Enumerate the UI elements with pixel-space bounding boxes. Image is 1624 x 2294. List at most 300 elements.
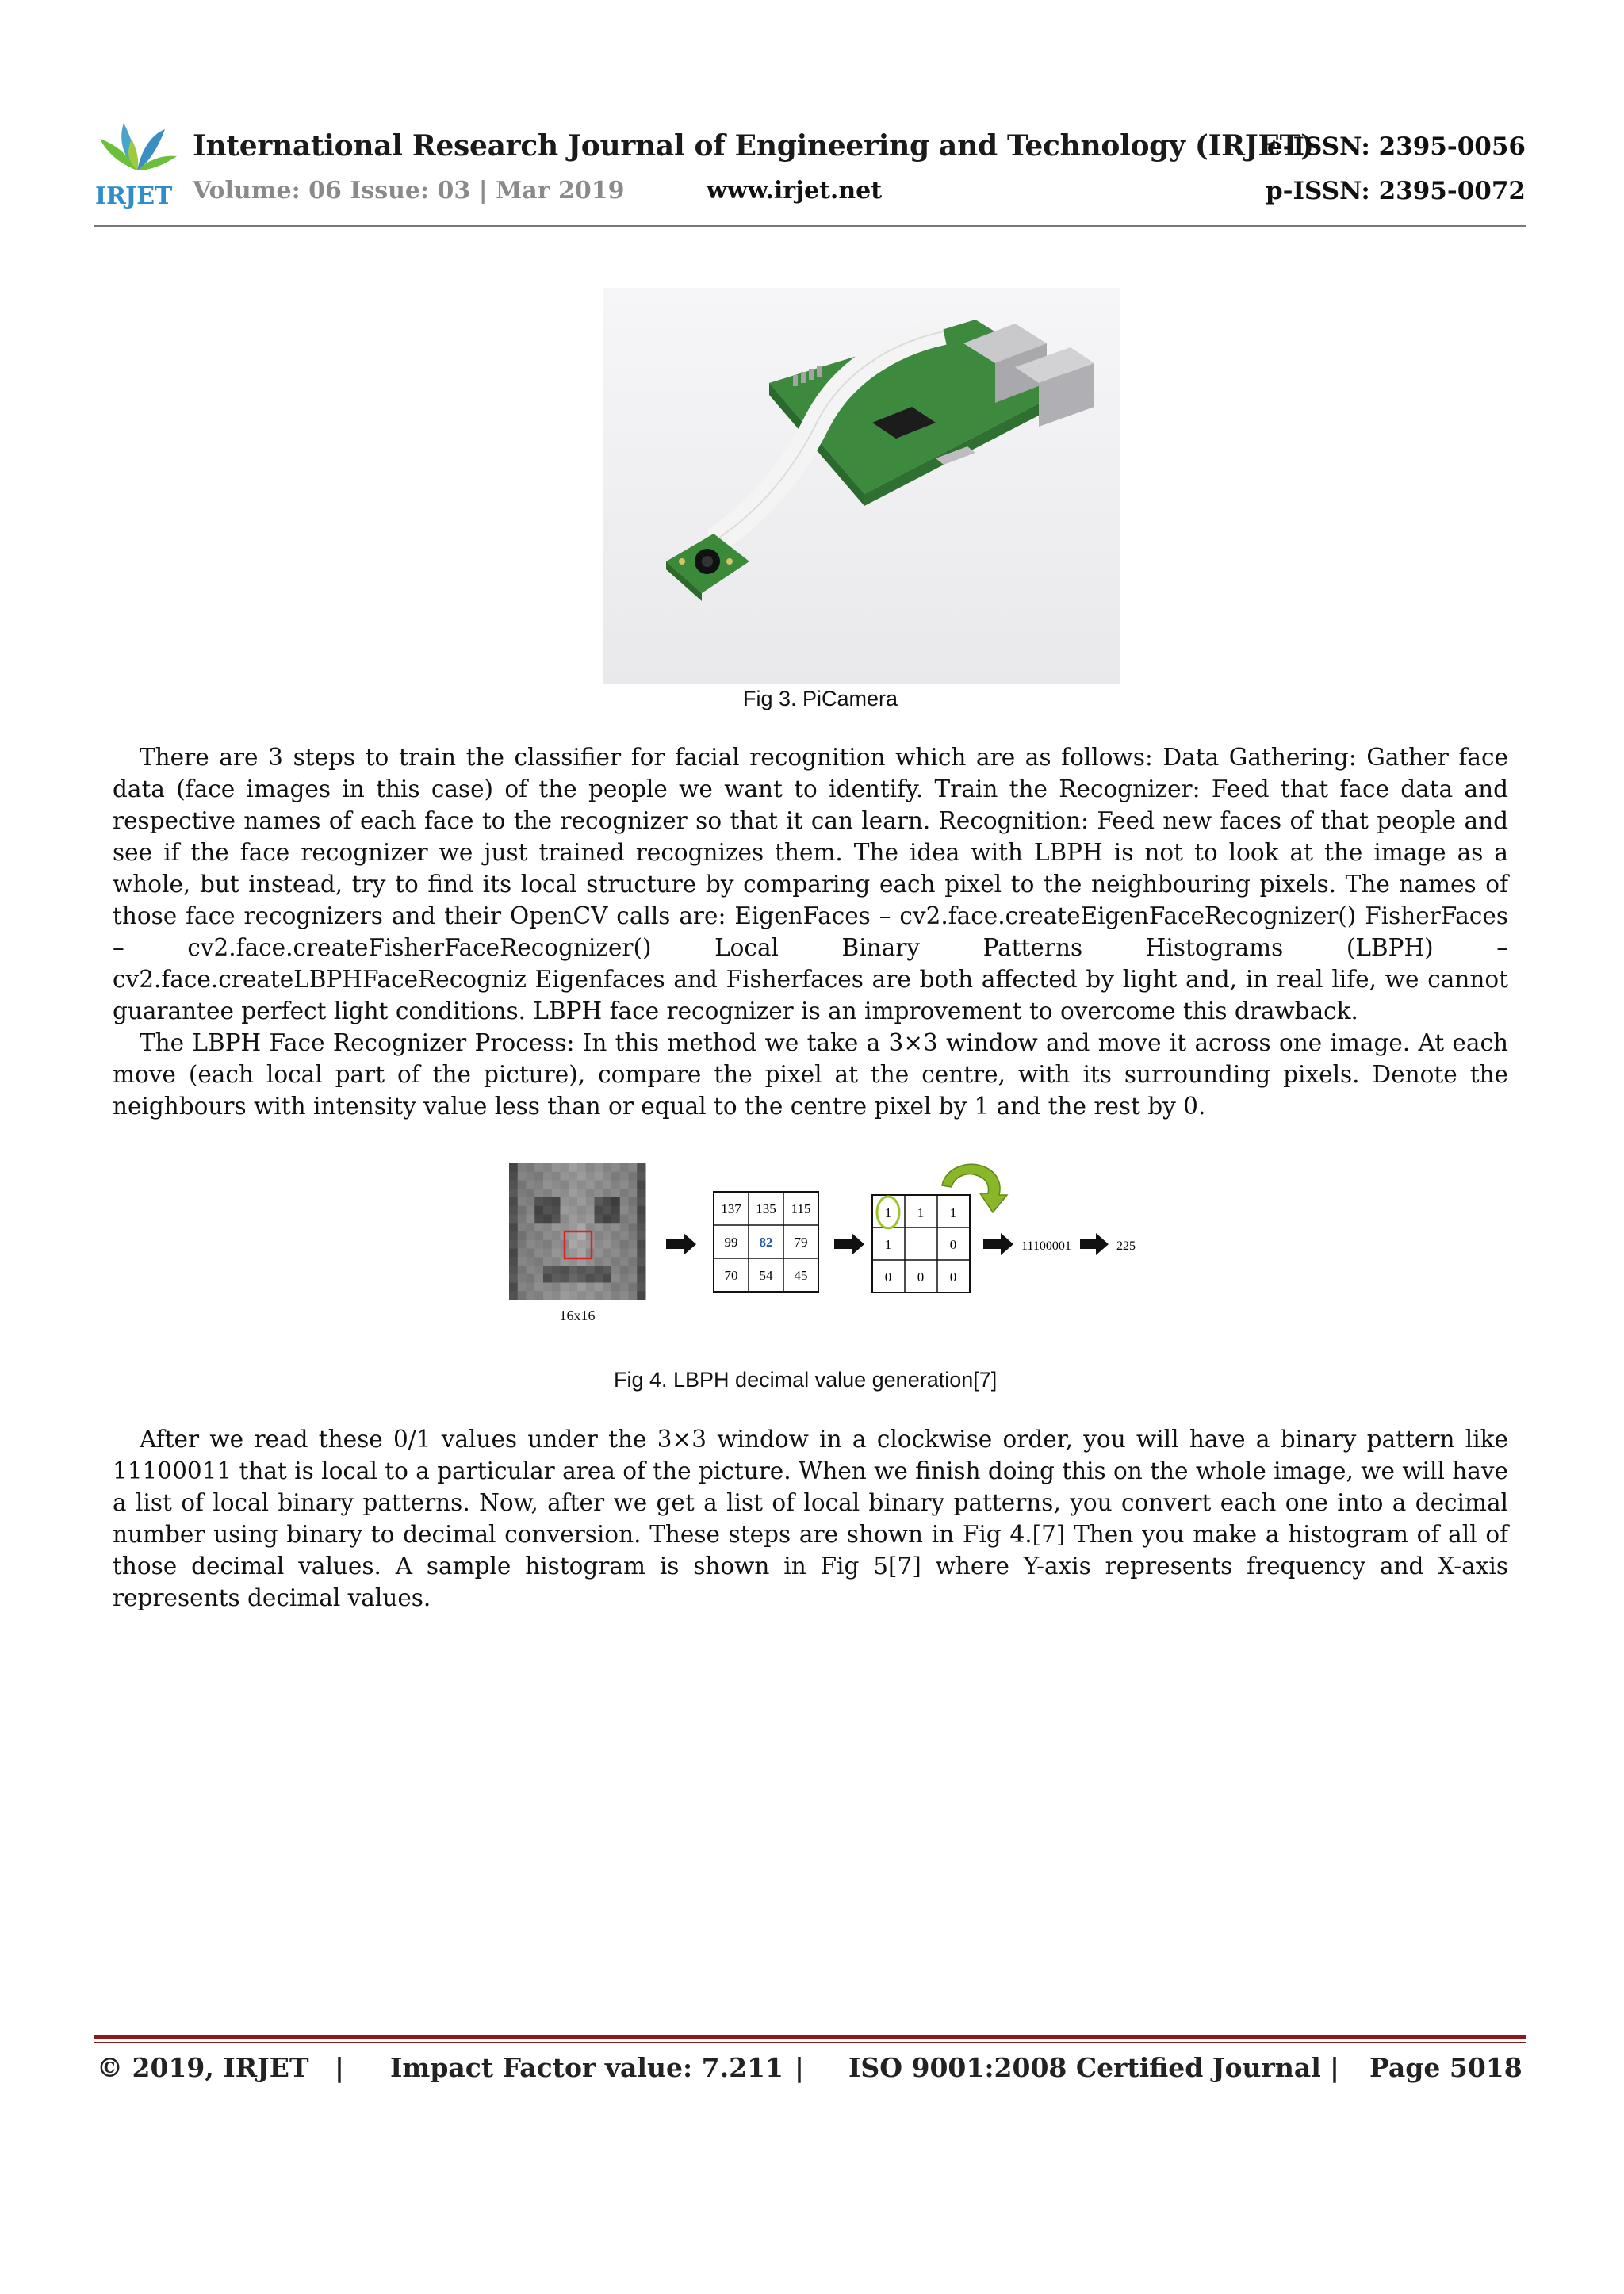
face-pixel bbox=[527, 1172, 535, 1181]
face-pixel bbox=[552, 1231, 561, 1240]
face-pixel bbox=[620, 1197, 629, 1206]
paragraph-3: After we read these 0/1 values under the 3×3 window in a clockwise order, you will have a binary pattern like 11100011 that is local to a particular area of the picture. When we finish doing this on the whole image, we will have a list of local binary patterns. Now, after we get a list of local binary patterns, you convert each one into a decimal number using binary to decimal conversion. These steps are shown in Fig 4.[7] Then you make a histogram of all of those decimal values. A sample histogram is shown in Fig 5[7] where Y-axis represents frequency and X-axis represents decimal values. bbox=[113, 1426, 1508, 1611]
lbph-diagram bbox=[508, 1162, 1158, 1336]
face-pixel bbox=[629, 1283, 638, 1292]
face-pixel bbox=[534, 1223, 543, 1231]
face-pixel bbox=[534, 1206, 543, 1215]
face-pixel bbox=[518, 1291, 527, 1300]
face-pixel bbox=[577, 1181, 586, 1189]
face-pixel bbox=[586, 1283, 595, 1292]
footer-separator: | bbox=[1330, 2052, 1340, 2083]
face-pixel bbox=[509, 1266, 518, 1274]
face-pixel bbox=[586, 1189, 595, 1197]
face-pixel bbox=[552, 1249, 561, 1258]
footer-separator: | bbox=[795, 2052, 805, 2083]
face-pixel bbox=[629, 1172, 638, 1181]
grid-cell: 135 bbox=[756, 1201, 776, 1216]
face-pixel bbox=[629, 1249, 638, 1258]
p-issn: p-ISSN: 2395-0072 bbox=[1265, 177, 1526, 205]
face-pixel bbox=[620, 1257, 629, 1266]
svg-text:IR: IR bbox=[95, 182, 126, 210]
face-pixel bbox=[552, 1181, 561, 1189]
face-pixel bbox=[527, 1283, 535, 1292]
face-pixel bbox=[629, 1181, 638, 1189]
decimal-value: 225 bbox=[1116, 1239, 1136, 1253]
face-pixel bbox=[509, 1257, 518, 1266]
binary-pattern: 11100001 bbox=[1021, 1239, 1071, 1253]
face-pixel bbox=[569, 1215, 577, 1224]
face-pixel bbox=[603, 1189, 611, 1197]
face-pixel bbox=[569, 1291, 577, 1300]
face-pixel bbox=[509, 1231, 518, 1240]
face-pixel bbox=[552, 1274, 561, 1283]
face-pixel bbox=[543, 1283, 552, 1292]
face-pixel bbox=[552, 1291, 561, 1300]
face-pixel bbox=[620, 1206, 629, 1215]
face-pixel bbox=[552, 1189, 561, 1197]
face-pixel bbox=[534, 1291, 543, 1300]
face-pixel bbox=[603, 1231, 611, 1240]
face-pixel bbox=[595, 1249, 603, 1258]
face-pixel bbox=[611, 1181, 620, 1189]
face-pixel bbox=[577, 1215, 586, 1224]
face-pixel bbox=[561, 1163, 569, 1172]
face-pixel bbox=[637, 1197, 645, 1206]
face-pixel bbox=[527, 1231, 535, 1240]
face-pixel bbox=[577, 1274, 586, 1283]
face-pixel bbox=[561, 1197, 569, 1206]
face-pixel bbox=[637, 1223, 645, 1231]
irjet-logo bbox=[94, 115, 181, 210]
face-pixel bbox=[543, 1206, 552, 1215]
binary-grid bbox=[872, 1195, 970, 1293]
page-footer bbox=[97, 2052, 1524, 2092]
face-pixel bbox=[611, 1231, 620, 1240]
face-pixel bbox=[543, 1240, 552, 1249]
e-issn: e-ISSN: 2395-0056 bbox=[1266, 132, 1526, 161]
face-pixel bbox=[611, 1274, 620, 1283]
face-pixel bbox=[603, 1257, 611, 1266]
face-pixel bbox=[611, 1215, 620, 1224]
face-pixel bbox=[595, 1163, 603, 1172]
face-pixel bbox=[595, 1223, 603, 1231]
face-pixel bbox=[603, 1266, 611, 1274]
face-pixel bbox=[561, 1215, 569, 1224]
face-pixel bbox=[620, 1231, 629, 1240]
face-pixel bbox=[561, 1266, 569, 1274]
bit-cell: 0 bbox=[949, 1237, 957, 1252]
face-pixel bbox=[543, 1181, 552, 1189]
face-pixel bbox=[527, 1197, 535, 1206]
face-pixel bbox=[603, 1172, 611, 1181]
face-pixel bbox=[534, 1274, 543, 1283]
face-pixel bbox=[543, 1215, 552, 1224]
face-pixel bbox=[595, 1231, 603, 1240]
face-pixel bbox=[620, 1291, 629, 1300]
grid-cell: 54 bbox=[759, 1268, 773, 1283]
face-pixel bbox=[637, 1291, 645, 1300]
face-pixel bbox=[595, 1189, 603, 1197]
face-pixel bbox=[509, 1206, 518, 1215]
arrow-icon bbox=[834, 1233, 864, 1255]
face-pixel bbox=[586, 1240, 595, 1249]
face-pixel bbox=[569, 1266, 577, 1274]
face-pixel bbox=[620, 1283, 629, 1292]
face-pixel bbox=[534, 1266, 543, 1274]
face-pixel bbox=[611, 1223, 620, 1231]
face-pixel bbox=[518, 1283, 527, 1292]
face-pixel bbox=[527, 1240, 535, 1249]
face-pixel bbox=[518, 1274, 527, 1283]
journal-title: International Research Journal of Engineering and Technology (IRJET) bbox=[193, 129, 1314, 163]
bit-cell: 0 bbox=[949, 1270, 957, 1285]
face-pixel bbox=[527, 1274, 535, 1283]
bit-cell: 1 bbox=[884, 1205, 892, 1220]
face-pixel bbox=[603, 1215, 611, 1224]
face-pixel bbox=[569, 1163, 577, 1172]
face-pixel bbox=[543, 1257, 552, 1266]
face-pixel bbox=[603, 1240, 611, 1249]
face-pixel bbox=[509, 1163, 518, 1172]
face-pixel bbox=[509, 1223, 518, 1231]
face-pixel bbox=[543, 1223, 552, 1231]
face-pixel bbox=[620, 1240, 629, 1249]
face-pixel bbox=[543, 1163, 552, 1172]
face-pixel bbox=[611, 1240, 620, 1249]
face-pixel bbox=[595, 1283, 603, 1292]
face-pixel bbox=[586, 1249, 595, 1258]
face-pixel bbox=[611, 1172, 620, 1181]
face-pixel bbox=[637, 1274, 645, 1283]
face-pixel bbox=[620, 1189, 629, 1197]
face-pixel bbox=[595, 1266, 603, 1274]
face-pixel bbox=[611, 1189, 620, 1197]
face-pixel bbox=[586, 1291, 595, 1300]
face-pixel bbox=[534, 1172, 543, 1181]
face-pixel bbox=[534, 1215, 543, 1224]
face-pixel bbox=[509, 1189, 518, 1197]
face-pixel bbox=[569, 1274, 577, 1283]
grid-cell: 79 bbox=[794, 1235, 808, 1250]
arrow-icon bbox=[1080, 1233, 1109, 1255]
svg-text:JET: JET bbox=[125, 182, 173, 210]
arrow-icon bbox=[983, 1233, 1013, 1255]
journal-website[interactable]: www.irjet.net bbox=[707, 177, 883, 205]
face-pixel bbox=[552, 1215, 561, 1224]
face-pixel bbox=[561, 1181, 569, 1189]
face-pixel bbox=[586, 1215, 595, 1224]
face-pixel bbox=[534, 1231, 543, 1240]
bit-cell: 1 bbox=[917, 1205, 925, 1220]
picamera-photo bbox=[603, 288, 1120, 684]
face-pixel bbox=[561, 1283, 569, 1292]
face-pixel bbox=[527, 1181, 535, 1189]
face-pixel bbox=[534, 1163, 543, 1172]
grid-cell: 99 bbox=[724, 1235, 738, 1250]
face-pixel bbox=[569, 1189, 577, 1197]
face-pixel bbox=[518, 1240, 527, 1249]
face-pixel bbox=[620, 1163, 629, 1172]
face-pixel bbox=[534, 1197, 543, 1206]
face-pixel bbox=[561, 1274, 569, 1283]
face-pixel bbox=[603, 1206, 611, 1215]
face-pixel bbox=[569, 1206, 577, 1215]
face-pixel bbox=[518, 1206, 527, 1215]
face-pixel bbox=[561, 1291, 569, 1300]
volume-issue: Volume: 06 Issue: 03 | Mar 2019 bbox=[193, 177, 625, 205]
face-pixel bbox=[569, 1181, 577, 1189]
footer-iso: ISO 9001:2008 Certified Journal bbox=[848, 2052, 1321, 2083]
face-pixel bbox=[518, 1266, 527, 1274]
pixelated-face bbox=[509, 1163, 646, 1300]
footer-separator: | bbox=[335, 2052, 345, 2083]
face-pixel bbox=[611, 1163, 620, 1172]
face-pixel bbox=[629, 1291, 638, 1300]
face-pixel bbox=[509, 1274, 518, 1283]
footer-page-number: Page 5018 bbox=[1369, 2052, 1522, 2083]
face-pixel bbox=[569, 1231, 577, 1240]
face-pixel bbox=[620, 1172, 629, 1181]
face-pixel bbox=[595, 1291, 603, 1300]
face-pixel bbox=[595, 1206, 603, 1215]
face-pixel bbox=[603, 1163, 611, 1172]
face-pixel bbox=[577, 1266, 586, 1274]
bit-cell: 0 bbox=[917, 1270, 925, 1285]
face-pixel bbox=[552, 1266, 561, 1274]
face-pixel bbox=[577, 1206, 586, 1215]
face-pixel bbox=[527, 1291, 535, 1300]
face-pixel bbox=[527, 1266, 535, 1274]
face-pixel bbox=[595, 1240, 603, 1249]
face-pixel bbox=[586, 1172, 595, 1181]
page-header bbox=[94, 115, 1526, 226]
face-pixel bbox=[527, 1257, 535, 1266]
face-pixel bbox=[637, 1163, 645, 1172]
face-pixel bbox=[561, 1206, 569, 1215]
face-pixel bbox=[611, 1257, 620, 1266]
face-pixel bbox=[577, 1249, 586, 1258]
face-pixel bbox=[603, 1291, 611, 1300]
face-pixel bbox=[527, 1163, 535, 1172]
face-size-label: 16x16 bbox=[559, 1308, 596, 1323]
face-pixel bbox=[569, 1172, 577, 1181]
face-pixel bbox=[527, 1249, 535, 1258]
face-pixel bbox=[527, 1215, 535, 1224]
face-pixel bbox=[603, 1249, 611, 1258]
face-pixel bbox=[611, 1249, 620, 1258]
face-pixel bbox=[518, 1257, 527, 1266]
face-pixel bbox=[527, 1189, 535, 1197]
bit-cell: 0 bbox=[884, 1270, 892, 1285]
face-pixel bbox=[603, 1181, 611, 1189]
face-pixel bbox=[620, 1215, 629, 1224]
face-pixel bbox=[577, 1231, 586, 1240]
face-pixel bbox=[543, 1231, 552, 1240]
face-pixel bbox=[509, 1283, 518, 1292]
face-pixel bbox=[637, 1189, 645, 1197]
face-pixel bbox=[629, 1163, 638, 1172]
face-pixel bbox=[509, 1240, 518, 1249]
face-pixel bbox=[509, 1197, 518, 1206]
intensity-grid bbox=[714, 1192, 818, 1292]
face-pixel bbox=[569, 1283, 577, 1292]
face-pixel bbox=[620, 1181, 629, 1189]
face-pixel bbox=[561, 1189, 569, 1197]
face-pixel bbox=[595, 1257, 603, 1266]
face-pixel bbox=[620, 1223, 629, 1231]
face-pixel bbox=[637, 1206, 645, 1215]
face-pixel bbox=[611, 1283, 620, 1292]
face-pixel bbox=[629, 1189, 638, 1197]
face-pixel bbox=[552, 1206, 561, 1215]
face-pixel bbox=[509, 1181, 518, 1189]
grid-center-cell: 82 bbox=[759, 1235, 773, 1250]
face-pixel bbox=[577, 1197, 586, 1206]
face-pixel bbox=[543, 1266, 552, 1274]
paragraph-1: There are 3 steps to train the classifier for facial recognition which are as follows: Data Gathering: Gather face data (face images in this case) of the people we want to identify. Train the Recognizer: Feed that face data and respective names of each face to the recognizer so that it can learn. Recognition: Feed new faces of that people and see if the face recognizer we just trained recognizes them. The idea with LBPH is not to look at the image as a whole, but instead, try to find its local structure by comparing each pixel to the neighbouring pixels. The names of those face recognizers and their OpenCV calls are: EigenFaces – cv2.face.createEigenFaceRecognizer() FisherFaces – cv2.face.createFisherFaceRecognizer() Local Binary Patterns Histograms (LBPH) – cv2.face.createLBPHFaceRecogniz Eigenfaces and Fisherfaces are both affected by light and, in real life, we cannot guarantee perfect light conditions. LBPH face recognizer is an improvement to overcome this drawback. bbox=[113, 744, 1508, 1024]
face-pixel bbox=[518, 1223, 527, 1231]
face-pixel bbox=[577, 1189, 586, 1197]
face-pixel bbox=[637, 1181, 645, 1189]
face-pixel bbox=[637, 1231, 645, 1240]
face-pixel bbox=[569, 1197, 577, 1206]
face-pixel bbox=[552, 1197, 561, 1206]
face-pixel bbox=[603, 1274, 611, 1283]
face-pixel bbox=[629, 1231, 638, 1240]
face-pixel bbox=[552, 1163, 561, 1172]
face-pixel bbox=[603, 1283, 611, 1292]
face-pixel bbox=[569, 1240, 577, 1249]
face-pixel bbox=[534, 1240, 543, 1249]
face-pixel bbox=[637, 1266, 645, 1274]
figure4-caption: Fig 4. LBPH decimal value generation[7] bbox=[614, 1368, 998, 1392]
grid-cell: 45 bbox=[794, 1268, 808, 1283]
header-divider bbox=[94, 225, 1526, 227]
face-pixel bbox=[509, 1215, 518, 1224]
face-pixel bbox=[518, 1197, 527, 1206]
face-pixel bbox=[629, 1240, 638, 1249]
face-pixel bbox=[595, 1197, 603, 1206]
face-pixel bbox=[629, 1223, 638, 1231]
face-pixel bbox=[543, 1249, 552, 1258]
face-pixel bbox=[509, 1249, 518, 1258]
face-pixel bbox=[543, 1172, 552, 1181]
face-pixel bbox=[595, 1181, 603, 1189]
picamera-illustration bbox=[603, 288, 1120, 684]
face-pixel bbox=[629, 1197, 638, 1206]
grid-cell: 137 bbox=[721, 1201, 741, 1216]
face-pixel bbox=[586, 1206, 595, 1215]
footer-divider bbox=[94, 2035, 1526, 2039]
face-pixel bbox=[577, 1283, 586, 1292]
face-pixel bbox=[552, 1240, 561, 1249]
face-pixel bbox=[561, 1172, 569, 1181]
grid-cell: 115 bbox=[791, 1201, 811, 1216]
face-pixel bbox=[552, 1172, 561, 1181]
face-pixel bbox=[527, 1206, 535, 1215]
face-pixel bbox=[577, 1240, 586, 1249]
face-pixel bbox=[595, 1172, 603, 1181]
figure3-caption: Fig 3. PiCamera bbox=[743, 687, 898, 710]
face-pixel bbox=[595, 1274, 603, 1283]
face-pixel bbox=[637, 1257, 645, 1266]
face-pixel bbox=[518, 1231, 527, 1240]
face-pixel bbox=[611, 1197, 620, 1206]
face-pixel bbox=[629, 1266, 638, 1274]
face-pixel bbox=[637, 1249, 645, 1258]
bit-cell: 1 bbox=[884, 1237, 892, 1252]
face-pixel bbox=[620, 1274, 629, 1283]
face-pixel bbox=[543, 1197, 552, 1206]
face-pixel bbox=[611, 1266, 620, 1274]
face-pixel bbox=[552, 1283, 561, 1292]
face-pixel bbox=[518, 1249, 527, 1258]
face-pixel bbox=[577, 1172, 586, 1181]
face-pixel bbox=[518, 1172, 527, 1181]
face-pixel bbox=[586, 1231, 595, 1240]
face-pixel bbox=[629, 1215, 638, 1224]
face-pixel bbox=[552, 1223, 561, 1231]
face-pixel bbox=[611, 1206, 620, 1215]
face-pixel bbox=[637, 1172, 645, 1181]
face-pixel bbox=[586, 1163, 595, 1172]
face-pixel bbox=[569, 1249, 577, 1258]
bit-cell: 1 bbox=[949, 1205, 957, 1220]
face-pixel bbox=[611, 1291, 620, 1300]
face-pixel bbox=[637, 1283, 645, 1292]
arrow-icon bbox=[666, 1233, 696, 1255]
face-pixel bbox=[518, 1181, 527, 1189]
face-pixel bbox=[534, 1249, 543, 1258]
face-pixel bbox=[518, 1163, 527, 1172]
face-pixel bbox=[629, 1257, 638, 1266]
face-pixel bbox=[620, 1266, 629, 1274]
face-pixel bbox=[586, 1266, 595, 1274]
face-pixel bbox=[543, 1274, 552, 1283]
footer-impact-factor: Impact Factor value: 7.211 bbox=[390, 2052, 783, 2083]
face-pixel bbox=[552, 1257, 561, 1266]
footer-divider-thin bbox=[94, 2042, 1526, 2043]
face-pixel bbox=[629, 1206, 638, 1215]
face-pixel bbox=[534, 1257, 543, 1266]
grid-cell: 70 bbox=[724, 1268, 738, 1283]
face-pixel bbox=[543, 1189, 552, 1197]
face-pixel bbox=[577, 1163, 586, 1172]
face-pixel bbox=[637, 1215, 645, 1224]
face-pixel bbox=[586, 1181, 595, 1189]
face-pixel bbox=[534, 1181, 543, 1189]
face-pixel bbox=[595, 1215, 603, 1224]
face-pixel bbox=[518, 1189, 527, 1197]
face-pixel bbox=[534, 1189, 543, 1197]
face-pixel bbox=[577, 1291, 586, 1300]
face-pixel bbox=[509, 1291, 518, 1300]
face-pixel bbox=[534, 1283, 543, 1292]
face-pixel bbox=[543, 1291, 552, 1300]
face-pixel bbox=[620, 1249, 629, 1258]
paragraph-2: The LBPH Face Recognizer Process: In this method we take a 3×3 window and move it across one image. At each move (each local part of the picture), compare the pixel at the centre, with its surrounding pixels. Denote the neighbours with intensity value less than or equal to the centre pixel by 1 and the rest by 0. bbox=[113, 1029, 1508, 1120]
face-pixel bbox=[629, 1274, 638, 1283]
face-pixel bbox=[527, 1223, 535, 1231]
face-pixel bbox=[603, 1197, 611, 1206]
face-pixel bbox=[518, 1215, 527, 1224]
face-pixel bbox=[586, 1197, 595, 1206]
face-pixel bbox=[586, 1274, 595, 1283]
face-pixel bbox=[637, 1240, 645, 1249]
face-pixel bbox=[509, 1172, 518, 1181]
footer-copyright: © 2019, IRJET bbox=[97, 2052, 309, 2083]
face-pixel bbox=[603, 1223, 611, 1231]
